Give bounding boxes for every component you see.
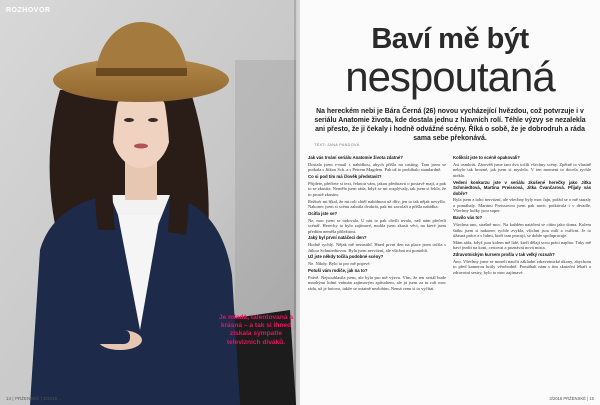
body-column-right	[453, 155, 591, 393]
interview-answer: Ne, moc jsem se radovala. U nás to pak chvíli trvalo, než nám přečetli scénář. Herecky to bylo zajímavé, mohla jsem zkusit věci, na které jsem předtím neměla příležitost.	[308, 217, 446, 234]
interview-answer: Byla jsem z toho nervózní, ale všechny byly moc fajn, pořád se o mě staraly a pomáhaly. Martinu Preissovou jsem pak navíc potkávala i v divadle. Všechny holky jsou super.	[453, 197, 591, 214]
interview-question: Bavilo vás to?	[453, 215, 483, 221]
page-folio-left: 14 | PRŽENSKÉ | 3/2016 ...	[6, 396, 63, 401]
interview-question: Co si pod tím má člověk představit?	[308, 174, 382, 180]
interview-answer: Přijdete, přečtete si text, řeknou vám, jakou představu o postavě mají, a pak to se zkusíte. Neměla jsem ráda, když se mi rozplývaly, tak jsem si řekla, že to prostě zkusím.	[308, 180, 446, 197]
headline-line-2: nespoutaná	[345, 53, 555, 100]
interview-answer: Hodně rychlý. Nějak mě nezastihl. Hned první den na place jsem točila s Jitkou Schmiedtovou. Byla jsem nervózní, ale všichni mi pomohli.	[308, 242, 446, 253]
interview-question: Jaký byl první natáčecí den?	[308, 235, 367, 241]
interview-answer: Ne. Nikdy. Bylo to pro mě poprvé.	[308, 261, 371, 267]
interview-question: Ocitla jste se?	[308, 210, 338, 216]
author-credit: TEXT: JANA PANDOVÁ	[314, 143, 360, 147]
interview-answer: Režisér mi říkal, že mi roli chtěl nabídnout už dřív, jen to tak nějak nevyšlo. Nakonec jsem si scénu zahrála dvakrát, pak mi zavolali a přišla nabídka.	[308, 198, 446, 210]
interview-question: Kolikrát jste to scéně opakovali?	[453, 155, 520, 160]
interview-answer: Ano. Všechny jsme se museli naučit základní zdravotnické úkony, abychom to před kamerou hrály věrohodně. Pomáhali nám s tím skuteční lékaři a zdravotní sestry, bylo to moc zajímavé.	[453, 258, 591, 275]
pull-quote: Je mladá, talentovaná a krásná – a tak si ihned získala sympatie televizních diváků.	[218, 314, 294, 346]
body-column-left	[308, 155, 446, 393]
interview-answer: Asi osmkrát. Zárověň jsme tam dva točili všechny scény. Zpětně to vlastně nebylo tak hrozné, jak jsem si myslela. V ten moment to docela rychle uteklo.	[453, 161, 591, 178]
interview-answer: Všechna ano, strašně moc. Na každém natáčení se cítím jako doma. Kolem štábu jsem si nakonec rychle zvykla, všichni jsou milí a vstřícní. Je to úžasná práce a s lidmi, kteří tam pracují, se dobře spolupracuje.	[453, 221, 591, 239]
left-page	[0, 0, 296, 405]
interview-answer: Mám ráda, když jsou kolem mě lidé, kteří dělají svou práci naplno. Taky mě baví jezdit na koni, cestovat a poznávat nová místa.	[453, 239, 591, 251]
page-folio-right: 3/2016 PRŽENSKÉ | 15	[549, 396, 594, 401]
interview-question: Vedení konkurzu jste v seriálu zkušené herečky jako Jitka Schmiedtová, Martina Preissová, Jitka Čvančarová. Přijaly vás dobře?	[453, 179, 591, 196]
right-page	[300, 0, 600, 405]
interview-answer: Právě. Nejsouhlasila jsem, ale byla pro mě výzva. Vím, že ten seriál bude mnohými lidmi vnímán zajímavým způsobem, ale já jsem za tu roli moc ráda, už je hotovo, takže se ostatně nezlobím. Nemá cenu si to vyčítat.	[308, 274, 446, 291]
lead-paragraph: Na hereckém nebi je Bára Černá (26) novou vycházející hvězdou, což potvrzuje i v seriálu Anatomie života, kde dostala jednu z hlavních rolí. Téhle výzvy se nezalekla ani přesto, že ji čekaly i hodně odvážné scény. Říká o sobě, že je dobrodruh a ráda sama sebe překonává.	[314, 108, 586, 142]
interview-question: Potuší vám rodiče, jak na to?	[308, 267, 368, 273]
headline-line-1: Baví mě být	[371, 23, 529, 55]
interview-question: Jak vás trvání seriálu Anatomie života zdatné?	[308, 155, 403, 160]
interview-answer: Dostala jsem e-mail s nabídkou, abych přišla na casting. Tam jsem se potkala s Jitkou Sch. a s Petrem Magdem. Pak už to probíhalo standardně.	[308, 161, 446, 173]
section-label: ROZHOVOR	[6, 7, 51, 14]
interview-question: Zdravotnickým kursem prošla v tak velký rozsah?	[453, 252, 555, 258]
interview-question: Už jste někdy točila podobné scény?	[308, 254, 384, 260]
